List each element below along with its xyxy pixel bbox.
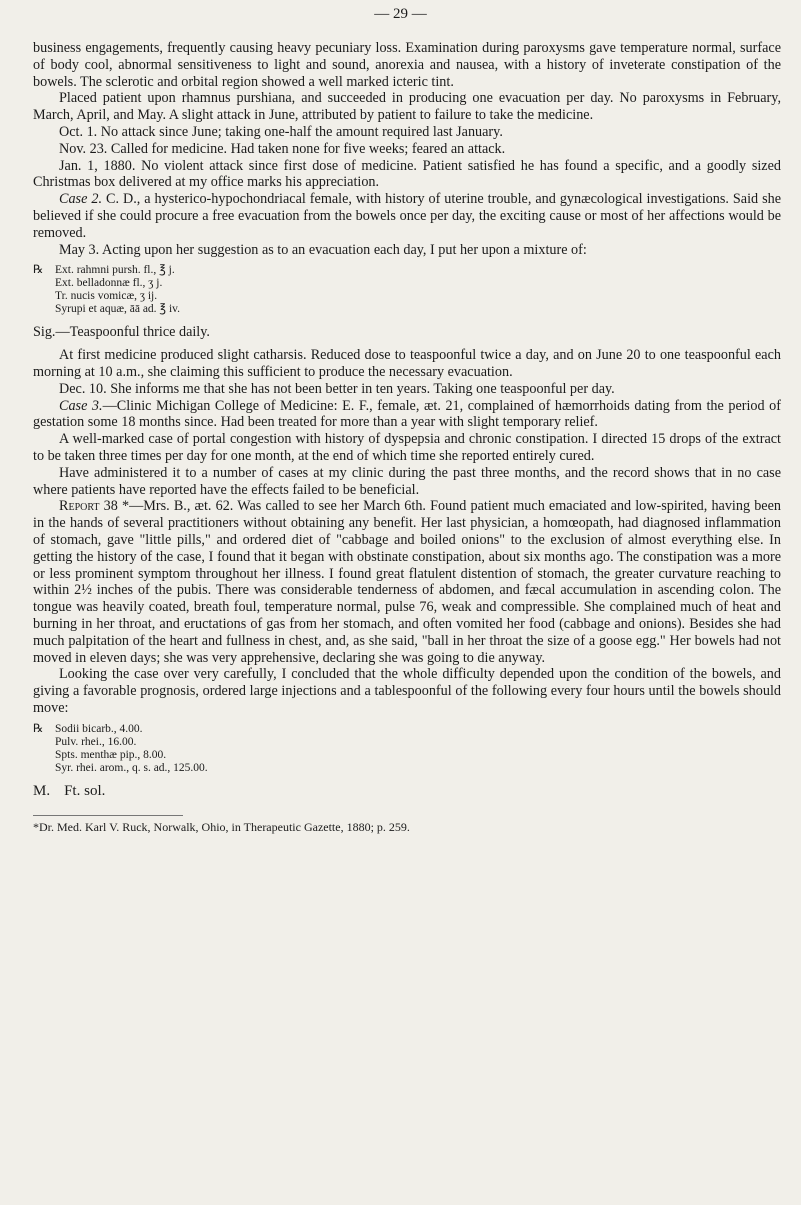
paragraph bbox=[33, 398, 781, 432]
prescription-1 bbox=[33, 264, 781, 316]
rx-line: Pulv. rhei., 16.00. bbox=[55, 735, 137, 748]
rx-line: Syr. rhei. arom., q. s. ad., 125.00. bbox=[55, 761, 208, 774]
rx-line: Spts. menthæ pip., 8.00. bbox=[55, 748, 167, 761]
paragraph bbox=[33, 498, 781, 666]
paragraph: At first medicine produced slight catharsis. Reduced dose to teaspoonful twice a day, and on June 20 to one teaspoonful each morning at 10 a.m., she claiming this sufficient to produce the necessary evacuation. bbox=[33, 347, 781, 380]
paragraph-text: —Clinic Michigan College of Medicine: E. F., female, æt. 21, complained of hæmorrhoids dating from the period of gestation some 18 months since. Had been treated for more than a year with slight temporary relief. bbox=[33, 397, 781, 431]
rx-line: Ext. belladonnæ fl., ʒ j. bbox=[55, 277, 163, 290]
prescription-2 bbox=[33, 723, 781, 775]
paragraph-text: C. D., a hysterico-hypochondriacal female, with history of uterine trouble, and gynæcological investigations. Said she believed if she could procure a free evacuation from the bowels once per day, the exciting cause or most of her affections would be removed. bbox=[33, 191, 782, 241]
page-body bbox=[33, 40, 781, 834]
paragraph-text: —Mrs. B., æt. 62. Was called to see her March 6th. Found patient much emaciated and low-spirited, having been in the hands of several practitioners without obtaining any benefit. Her last physician, a homœopath, had diagnosed inflammation of stomach, gave "little pills," and ordered diet of "cabbage and boiled onions" to the exclusion of almost everything else. In getting the history of the case, I found that it began with obstinate constipation, about six months ago. The constipation was a more or less prominent symptom throughout her illness. I found great flatulent distention of stomach, the greater curvature reaching to within 2½ inches of the pubis. There was considerable tenderness of abdomen, and fæcal accumulation in ascending colon. The tongue was heavily coated, breath foul, temperature normal, pulse 76, weak and compressible. She complained much of heat and burning in her throat, and eructations of gas from her stomach, and often vomited her food (cabbage and onions). Besides she had much palpitation of the heart and fullness in chest, and, as she said, "ball in her throat the size of a goose egg." Her bowels had not moved in eleven days; she was very apprehensive, declaring she was going to die anyway. bbox=[33, 498, 781, 666]
footnote: *Dr. Med. Karl V. Ruck, Norwalk, Ohio, in Therapeutic Gazette, 1880; p. 259. bbox=[33, 820, 410, 835]
paragraph: Nov. 23. Called for medicine. Had taken none for five weeks; feared an attack. bbox=[59, 140, 506, 157]
misce-label: M. bbox=[33, 782, 51, 799]
rx-symbol: ℞ bbox=[33, 264, 44, 277]
rx-line: Sodii bicarb., 4.00. bbox=[55, 722, 143, 735]
report-label: Report 38 * bbox=[59, 498, 130, 515]
signa: Sig.—Teaspoonful thrice daily. bbox=[33, 324, 210, 341]
paragraph: business engagements, frequently causing heavy pecuniary loss. Examination during paroxysms gave temperature normal, surface of body cool, abnormal sensitiveness to light and sound, anorexia and nausea, with a history of inveterate constipation of the bowels. The sclerotic and orbital region showed a well marked icteric tint. bbox=[33, 40, 781, 90]
rx-line: Tr. nucis vomicæ, ʒ ij. bbox=[55, 290, 158, 303]
case-label: Case 3. bbox=[59, 397, 103, 414]
paragraph: Dec. 10. She informs me that she has not been better in ten years. Taking one teaspoonful per day. bbox=[59, 380, 615, 397]
rx-line: Ext. rahmni pursh. fl., ℥ j. bbox=[55, 264, 175, 277]
fiat-label: Ft. sol. bbox=[64, 782, 106, 799]
rx-symbol: ℞ bbox=[33, 722, 44, 735]
paragraph: Looking the case over very carefully, I concluded that the whole difficulty depended upon the condition of the bowels, and giving a favorable prognosis, ordered large injections and a tablespoonful of the following every four hours until the bowels should move: bbox=[33, 666, 781, 716]
paragraph: A well-marked case of portal congestion with history of dyspepsia and chronic constipation. I directed 15 drops of the extract to be taken three times per day for one month, at the end of which time she reported entirely cured. bbox=[33, 431, 781, 464]
paragraph: Jan. 1, 1880. No violent attack since first dose of medicine. Patient satisfied he has found a specific, and a goodly sized Christmas box delivered at my office marks his appreciation. bbox=[33, 157, 781, 191]
paragraph: May 3. Acting upon her suggestion as to an evacuation each day, I put her upon a mixture of: bbox=[59, 241, 587, 258]
paragraph: Placed patient upon rhamnus purshiana, and succeeded in producing one evacuation per day. No paroxysms in February, March, April, and May. A slight attack in June, attributed by patient to failure to take the medicine. bbox=[33, 90, 781, 124]
rx-line: Syrupi et aquæ, āā ad. ℥ iv. bbox=[55, 303, 181, 316]
paragraph: Oct. 1. No attack since June; taking one-half the amount required last January. bbox=[59, 123, 503, 140]
misce-fiat bbox=[33, 783, 781, 800]
footnote-rule bbox=[33, 815, 183, 816]
case-label: Case 2. bbox=[59, 191, 102, 208]
paragraph bbox=[33, 191, 781, 241]
page-number: — 29 — bbox=[374, 6, 427, 22]
paragraph: Have administered it to a number of cases at my clinic during the past three months, and the record shows that in no case where patients have reported have the effects failed to be beneficial. bbox=[33, 464, 781, 498]
